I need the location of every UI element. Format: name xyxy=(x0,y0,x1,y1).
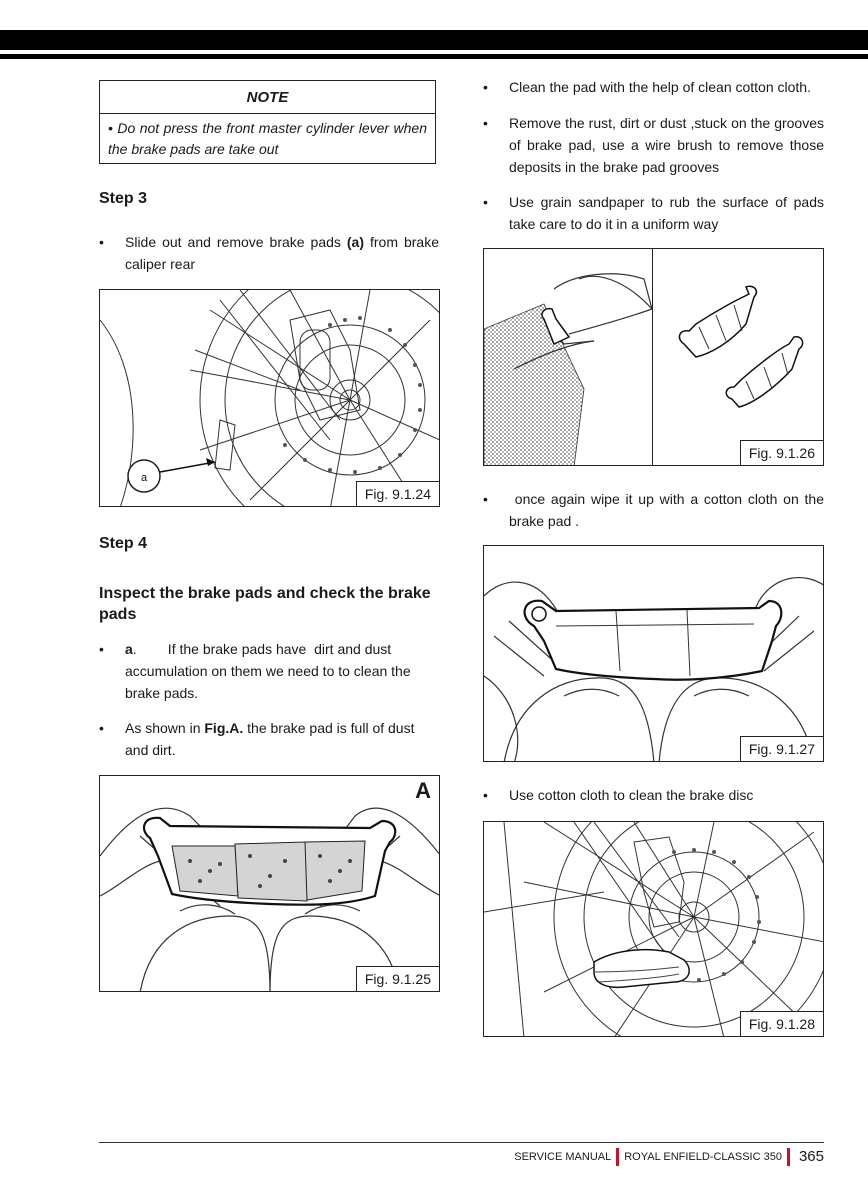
figure-9-1-25 xyxy=(99,775,440,992)
callout-a: a xyxy=(140,472,148,484)
bullet-wipe-text: once again wipe it up with a cotton cloth on the brake pad . xyxy=(509,491,828,529)
note-title: NOTE xyxy=(100,81,435,114)
bullet-a-text: . If the brake pads have dirt and dust accumulation on them we need to to clean the brake pads. xyxy=(125,641,415,701)
bullet-dot: • xyxy=(483,115,488,131)
bullet-a-letter: a xyxy=(125,641,133,657)
bullet-dot: • xyxy=(99,720,104,736)
figure-9-1-24 xyxy=(99,289,440,507)
header-bar-thick xyxy=(0,30,868,50)
footer-rule xyxy=(99,1142,824,1143)
figure-9-1-26 xyxy=(483,248,824,466)
figure-9-1-27 xyxy=(483,545,824,762)
note-text: • Do not press the front master cylinder lever when the brake pads are take out xyxy=(108,120,427,157)
bullet-remove-rust-text: Remove the rust, dirt or dust ,stuck on the grooves of brake pad, use a wire brush to remove those deposits in the brake pad grooves xyxy=(509,115,824,175)
note-box xyxy=(99,80,436,164)
bullet-fig-a-text-end: the brake pad is full of dust and dirt. xyxy=(125,720,415,758)
bullet-clean-disc-text: Use cotton cloth to clean the brake disc xyxy=(509,787,754,803)
footer xyxy=(514,1147,824,1167)
figure-9-1-28 xyxy=(483,821,824,1037)
bullet-clean-pad-text: Clean the pad with the help of clean cotton cloth. xyxy=(509,79,811,95)
fig-9-1-28-label: Fig. 9.1.28 xyxy=(740,1011,823,1036)
page-number: 365 xyxy=(798,1148,824,1165)
section-title: Inspect the brake pads and check the brake pads xyxy=(99,585,431,623)
bullet-dot: • xyxy=(99,641,104,657)
fig-9-1-24-label: Fig. 9.1.24 xyxy=(356,481,439,506)
bullet-dot: • xyxy=(483,79,488,95)
step3-bullet-text: Slide out and remove brake pads xyxy=(125,234,347,250)
step3-bullet-text-end: from brake caliper rear xyxy=(125,234,439,272)
bullet-sandpaper-text: Use grain sandpaper to rub the surface of pads take care to do it in a uniform way xyxy=(509,194,824,232)
header-bar-thin xyxy=(0,54,868,59)
bullet-fig-a-ref: Fig.A. xyxy=(204,720,244,736)
clean-disc-illustration xyxy=(484,822,824,1037)
dirty-brake-pad-illustration xyxy=(100,776,440,992)
footer-model: ROYAL ENFIELD-CLASSIC 350 xyxy=(624,1151,782,1163)
bullet-dot: • xyxy=(99,234,104,250)
sanding-pads-illustration xyxy=(484,249,824,466)
step-4-title: Step 4 xyxy=(99,535,148,552)
bullet-dot: • xyxy=(483,194,488,210)
fig-9-1-26-label: Fig. 9.1.26 xyxy=(740,440,823,465)
step-3-title: Step 3 xyxy=(99,190,148,207)
brake-caliper-illustration xyxy=(100,290,440,507)
clean-brake-pad-illustration xyxy=(484,546,824,762)
fig-9-1-27-label: Fig. 9.1.27 xyxy=(740,736,823,761)
step3-bullet-ref: (a) xyxy=(346,234,365,250)
footer-separator xyxy=(616,1148,619,1166)
bullet-dot: • xyxy=(483,491,488,507)
fig-9-1-25-label: Fig. 9.1.25 xyxy=(356,966,439,991)
footer-separator xyxy=(787,1148,790,1166)
bullet-dot: • xyxy=(483,787,488,803)
footer-manual-title: SERVICE MANUAL xyxy=(514,1151,612,1163)
bullet-fig-a-text: As shown in xyxy=(125,720,205,736)
fig-a-letter: A xyxy=(415,778,431,803)
